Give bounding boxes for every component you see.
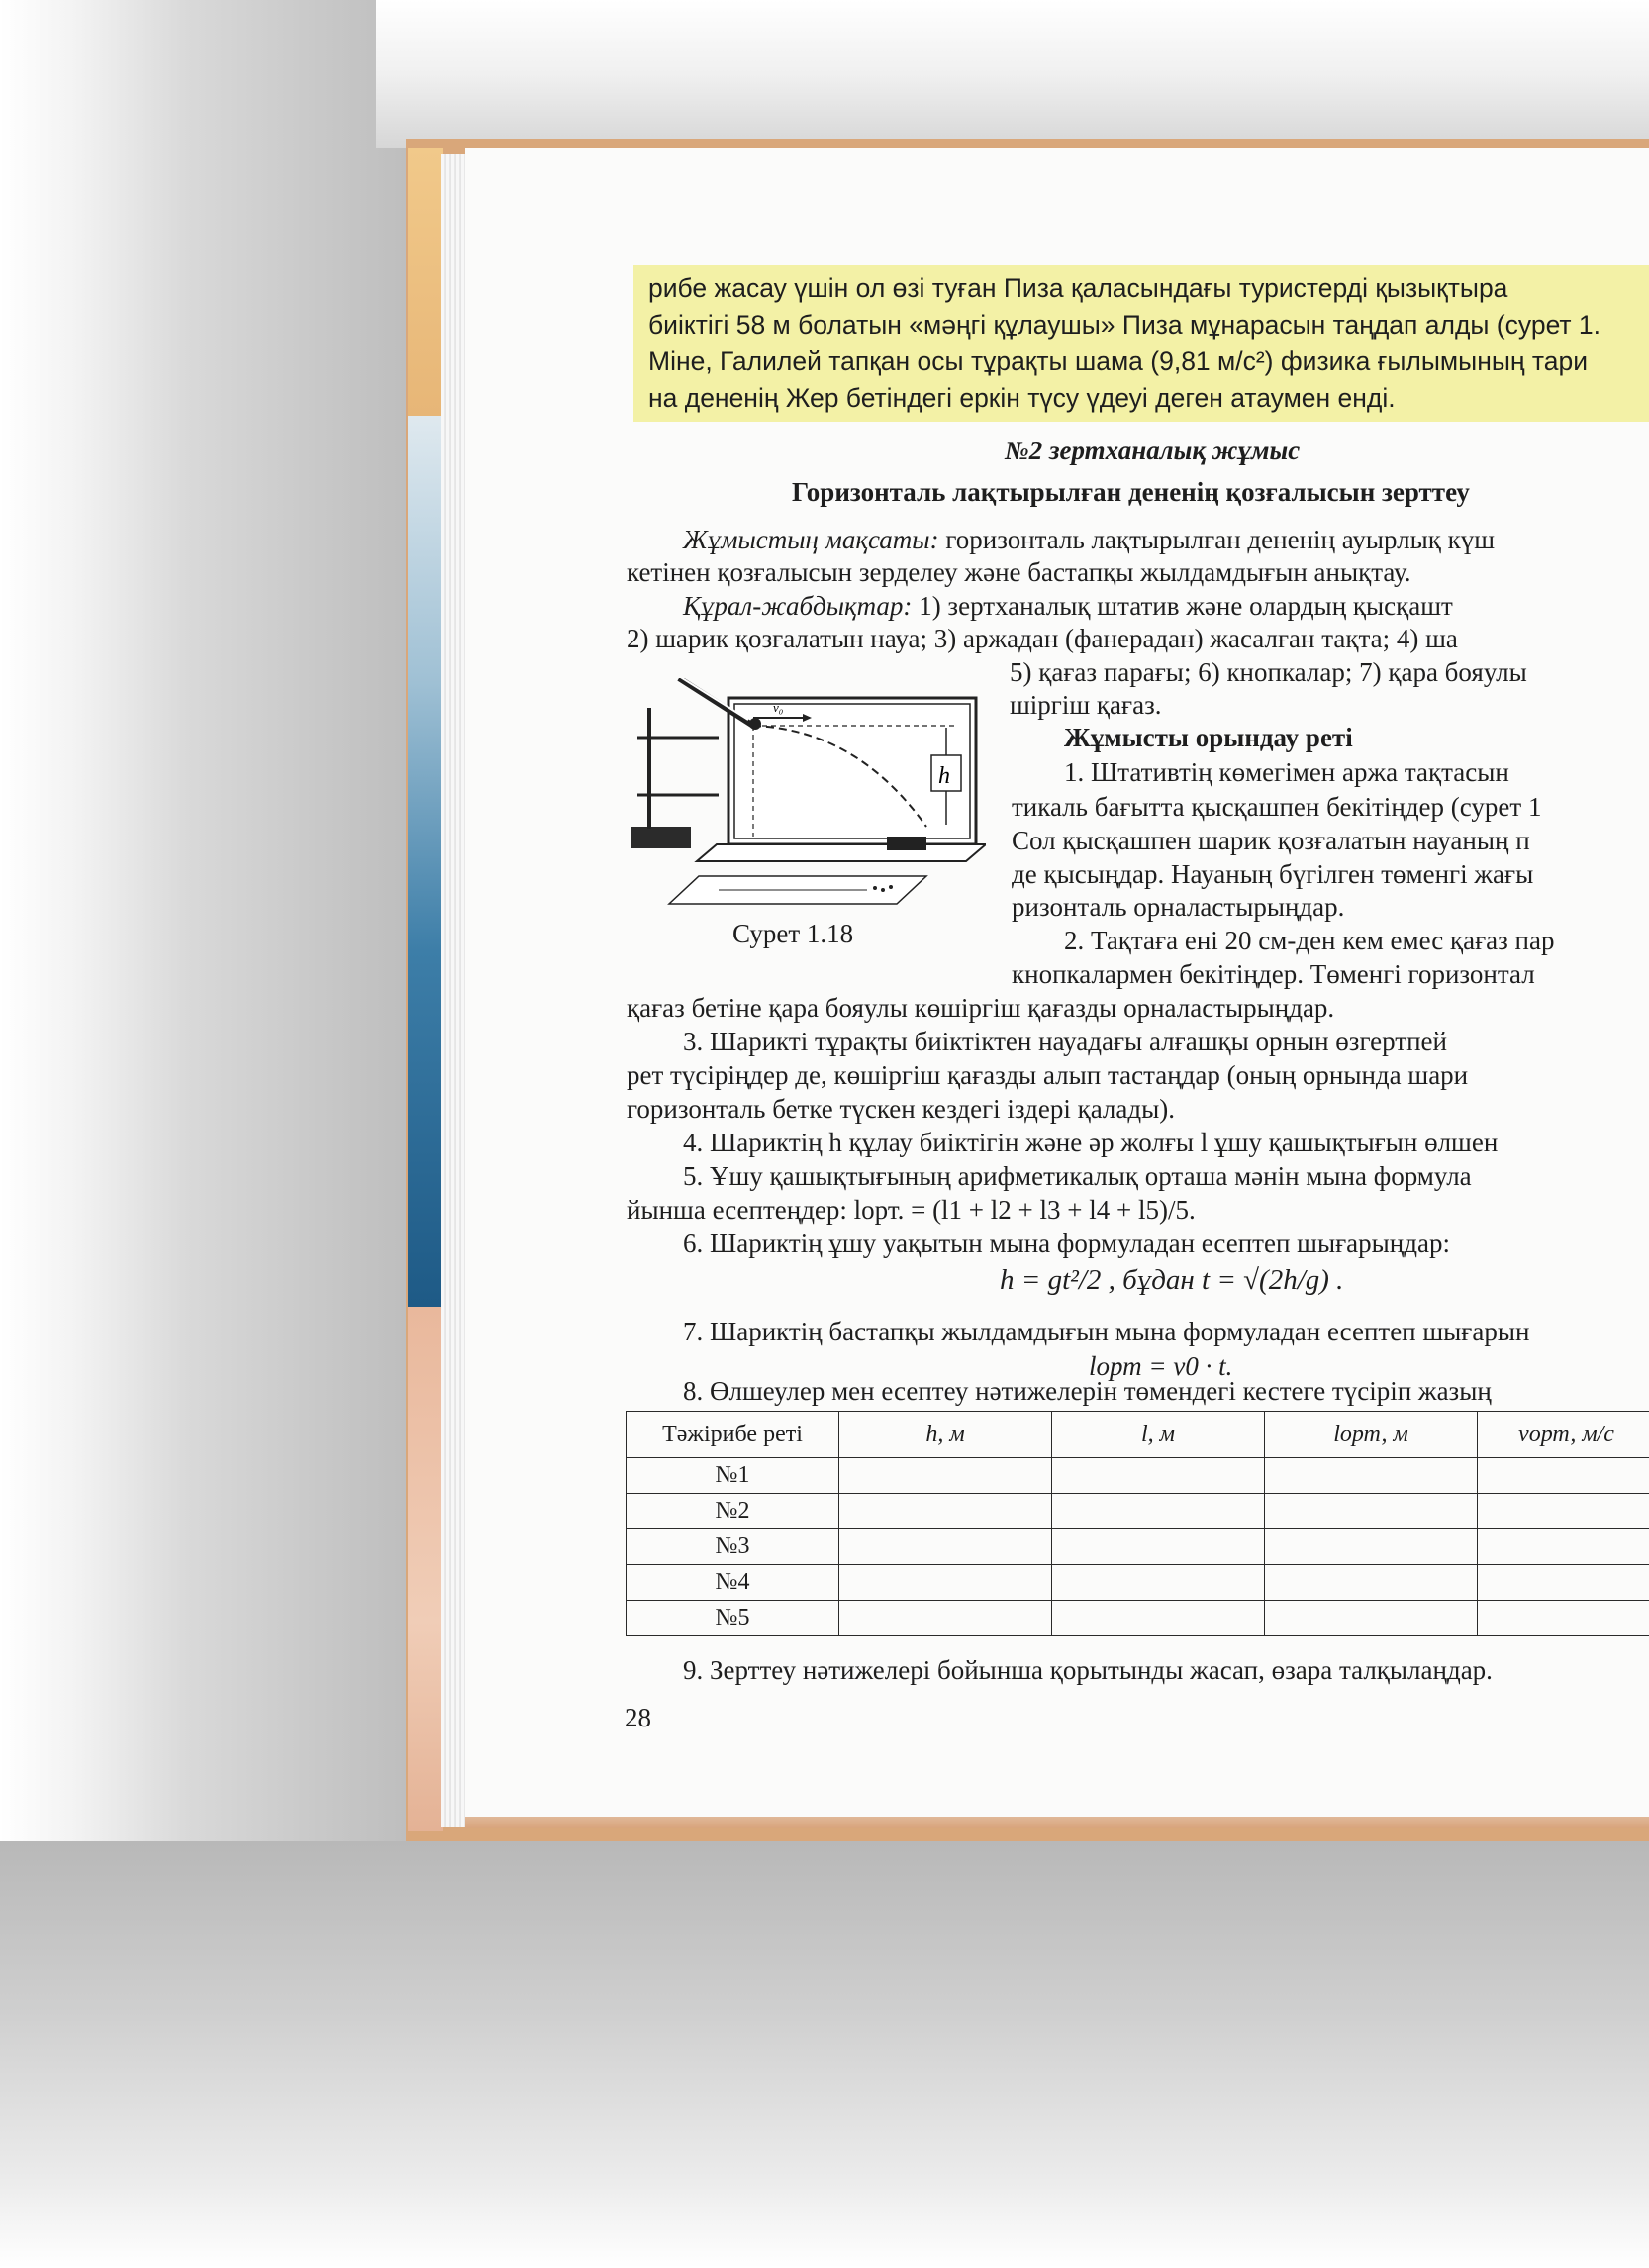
table-cell bbox=[1265, 1565, 1478, 1601]
step-line-6: 2. Тақтаға ені 20 см-ден кем емес қағаз пар bbox=[1064, 926, 1555, 955]
step-line-17: 8. Өлшеулер мен есептеу нәтижелерін төмендегі кестеге түсіріп жазың bbox=[683, 1376, 1492, 1406]
step-line-10: рет түсіріңдер де, көшіргіш қағазды алып тастаңдар (оның орнында шари bbox=[627, 1060, 1469, 1090]
table-header-row bbox=[627, 1412, 1649, 1458]
table-cell bbox=[1478, 1494, 1649, 1529]
figure-caption: Сурет 1.18 bbox=[732, 919, 854, 948]
table-cell bbox=[1052, 1565, 1265, 1601]
goal-line-1 bbox=[683, 525, 1495, 554]
table-row bbox=[627, 1529, 1649, 1565]
results-table bbox=[626, 1411, 1649, 1636]
step-line-1: 1. Штативтің көмегімен аржа тақтасын bbox=[1064, 757, 1509, 787]
equipment-line-3: 5) қағаз парағы; 6) кнопкалар; 7) қара бояулы bbox=[1010, 657, 1527, 687]
cover-strip-blue bbox=[408, 416, 443, 1307]
table-cell bbox=[1052, 1529, 1265, 1565]
table-header: vорт, м/с bbox=[1478, 1412, 1649, 1458]
table-cell bbox=[1052, 1458, 1265, 1494]
table-header: l, м bbox=[1052, 1412, 1265, 1458]
table-cell bbox=[1265, 1458, 1478, 1494]
table-cell bbox=[1478, 1601, 1649, 1636]
table-header: h, м bbox=[839, 1412, 1052, 1458]
page-number: 28 bbox=[625, 1703, 651, 1732]
stand-base bbox=[631, 827, 691, 848]
cover-strip-rose bbox=[408, 1307, 443, 1831]
highlight-line-4: на дененің Жер бетіндегі еркін түсу үдеуі деген атаумен енді. bbox=[648, 383, 1396, 413]
step-line-12: 4. Шариктің h құлау биіктігін және әр жолғы l ұшу қашықтығын өлшен bbox=[683, 1128, 1499, 1157]
table-cell bbox=[1478, 1565, 1649, 1601]
table-cell: №3 bbox=[627, 1529, 839, 1565]
table-header: lорт, м bbox=[1265, 1412, 1478, 1458]
step-line-9: 3. Шарикті тұрақты биіктіктен науадағы алғашқы орнын өзгертпей bbox=[683, 1027, 1447, 1056]
scan-shadow-bottom bbox=[0, 1841, 1649, 2268]
step-line-16: 7. Шариктің бастапқы жылдамдығын мына формуладан есептеп шығарын bbox=[683, 1317, 1530, 1346]
table-cell bbox=[839, 1458, 1052, 1494]
formula-velocity: lорт = v0 · t. bbox=[1089, 1351, 1233, 1381]
table-row bbox=[627, 1565, 1649, 1601]
goal-line-2: кетінен қозғалысын зерделеу және бастапқы жылдамдығын анықтау. bbox=[627, 557, 1411, 587]
goal-text: горизонталь лақтырылған дененің ауырлық күш bbox=[938, 525, 1496, 554]
formula-time: h = gt²/2 , бұдан t = √(2h/g) . bbox=[1000, 1264, 1344, 1296]
table-row bbox=[627, 1494, 1649, 1529]
table-cell bbox=[1265, 1601, 1478, 1636]
scan-shadow-top bbox=[376, 0, 1649, 148]
step-line-5: ризонталь орналастырыңдар. bbox=[1012, 892, 1345, 922]
step-line-3: Сол қысқашпен шарик қозғалатын науаның п bbox=[1012, 826, 1530, 855]
highlight-line-3: Міне, Галилей тапқан осы тұрақты шама (9,81 м/с²) физика ғылымының тари bbox=[648, 346, 1588, 376]
step-line-11: горизонталь бетке түскен кездегі іздері қалады). bbox=[627, 1094, 1176, 1124]
table-cell bbox=[1052, 1601, 1265, 1636]
table-cell bbox=[839, 1601, 1052, 1636]
step-line-18: 9. Зерттеу нәтижелері бойынша қорытынды жасап, өзара талқылаңдар. bbox=[683, 1655, 1493, 1685]
cover-strip-gold bbox=[408, 148, 443, 416]
table-cell bbox=[839, 1565, 1052, 1601]
landing-block bbox=[887, 837, 926, 850]
table-cell bbox=[1478, 1458, 1649, 1494]
table-cell bbox=[1265, 1529, 1478, 1565]
equipment-line-4: шіргіш қағаз. bbox=[1010, 690, 1162, 720]
lab-number: №2 зертханалық жұмыс bbox=[1005, 436, 1301, 465]
table-cell: №5 bbox=[627, 1601, 839, 1636]
table-cell bbox=[1478, 1529, 1649, 1565]
table-cell: №1 bbox=[627, 1458, 839, 1494]
lab-title: Горизонталь лақтырылған дененің қозғалысын зерттеу bbox=[792, 477, 1470, 507]
table-cell bbox=[1265, 1494, 1478, 1529]
step-line-2: тикаль бағытта қысқашпен бекітіңдер (сурет 1 bbox=[1012, 792, 1542, 822]
equipment-label: Құрал-жабдықтар: bbox=[683, 591, 913, 621]
figure-apparatus bbox=[630, 678, 986, 911]
highlight-line-1: рибе жасау үшін ол өзі туған Пиза қаласындағы туристерді қызықтыра bbox=[648, 273, 1508, 303]
highlight-line-2: биіктігі 58 м болатын «мәңгі құлаушы» Пиза мұнарасын таңдап алды (сурет 1. bbox=[648, 310, 1601, 340]
step-line-15: 6. Шариктің ұшу уақытын мына формуладан есептеп шығарыңдар: bbox=[683, 1229, 1450, 1258]
equipment-line-1 bbox=[683, 591, 1453, 621]
table-cell bbox=[839, 1529, 1052, 1565]
table-cell: №2 bbox=[627, 1494, 839, 1529]
table-header: Тәжірибе реті bbox=[627, 1412, 839, 1458]
table-top bbox=[697, 844, 986, 861]
step-line-7: кнопкалармен бекітіңдер. Төменгі горизонтал bbox=[1012, 959, 1535, 989]
h-label: h bbox=[938, 763, 950, 789]
step-line-14: йынша есептеңдер: lорт. = (l1 + l2 + l3 + l4 + l5)/5. bbox=[627, 1195, 1196, 1225]
goal-label: Жұмыстың мақсаты: bbox=[683, 525, 939, 554]
equipment-text: 1) зертханалық штатив және олардың қысқашт bbox=[912, 591, 1453, 621]
step-line-13: 5. Ұшу қашықтығының арифметикалық орташа мәнін мына формула bbox=[683, 1161, 1472, 1191]
ball bbox=[749, 718, 761, 730]
table-row bbox=[627, 1601, 1649, 1636]
table-cell: №4 bbox=[627, 1565, 839, 1601]
step-line-4: де қысыңдар. Науаның бүгілген төменгі жағы bbox=[1012, 859, 1534, 889]
page-bottom-edge bbox=[465, 1817, 1649, 1828]
table-row bbox=[627, 1458, 1649, 1494]
table-cell bbox=[839, 1494, 1052, 1529]
v0-label: v₀ bbox=[773, 700, 784, 715]
step-line-8: қағаз бетіне қара бояулы көшіргіш қағазды орналастырыңдар. bbox=[627, 993, 1335, 1023]
procedure-title: Жұмысты орындау реті bbox=[1064, 723, 1353, 752]
equipment-line-2: 2) шарик қозғалатын науа; 3) аржадан (фанерадан) жасалған тақта; 4) ша bbox=[627, 624, 1458, 653]
table-cell bbox=[1052, 1494, 1265, 1529]
